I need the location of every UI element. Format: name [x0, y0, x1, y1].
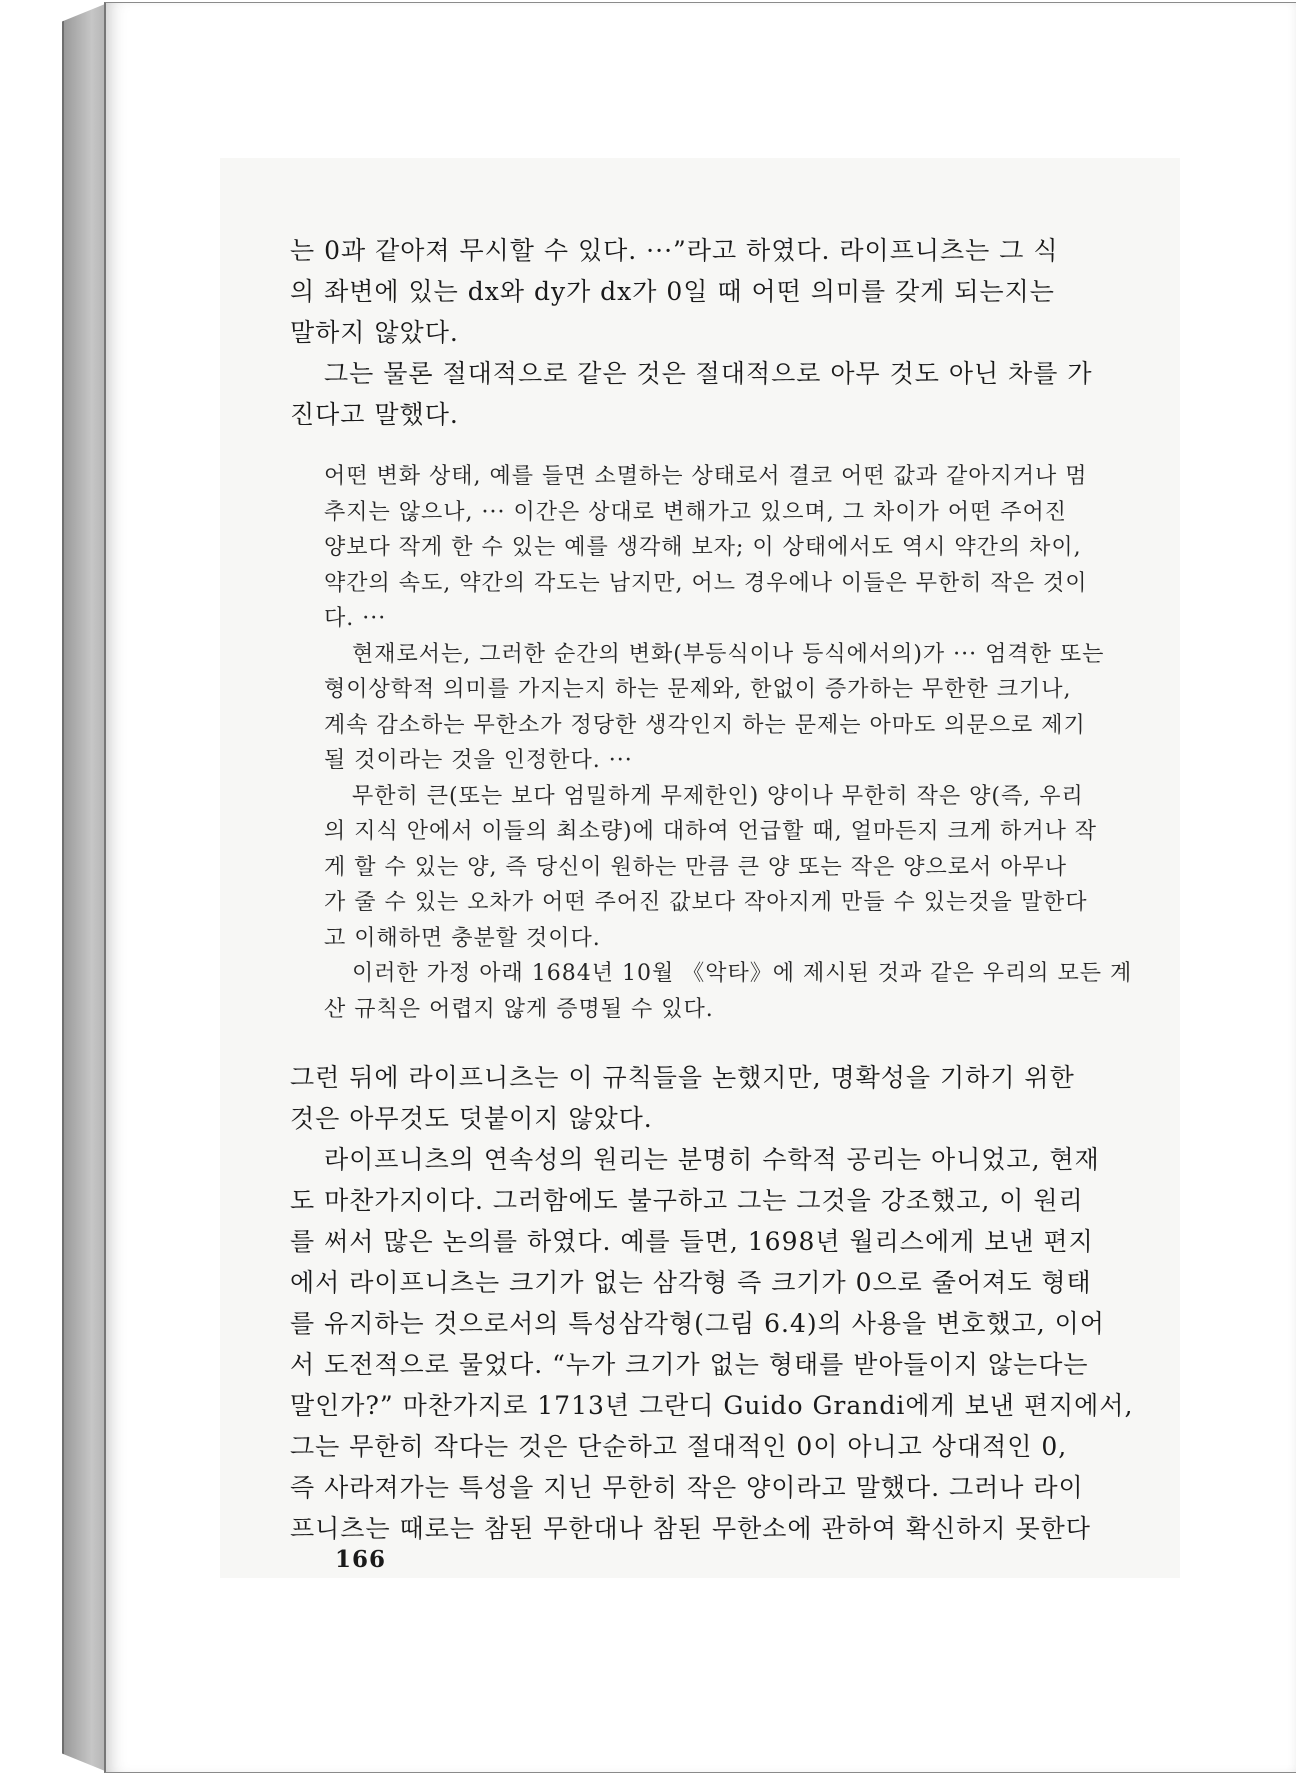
- paragraph: 그런 뒤에 라이프니츠는 이 규칙들을 논했지만, 명확성을 기하기 위한 것은 아무것도 덧붙이지 않았다.: [290, 1063, 1075, 1133]
- block-quote: 이러한 가정 아래 1684년 10월 《악타》에 제시된 것과 같은 우리의 모든 계 산 규칙은 어렵지 않게 증명될 수 있다.: [324, 961, 1133, 1022]
- page-text: [290, 230, 1154, 1549]
- book-spine: [62, 2, 110, 1773]
- paragraph: 그는 물론 절대적으로 같은 것은 절대적으로 아무 것도 아닌 차를 가 진다고 말했다.: [290, 359, 1093, 429]
- paragraph: 는 0과 같아져 무시할 수 있다. ···”라고 하였다. 라이프니츠는 그 식 의 좌변에 있는 dx와 dy가 dx가 0일 때 어떤 의미를 갖게 되는지는 말하지 않았다.: [290, 236, 1059, 347]
- page-number: 166: [335, 1546, 387, 1573]
- block-quote: 어떤 변화 상태, 예를 들면 소멸하는 상태로서 결코 어떤 값과 같아지거나 멈 추지는 않으나, ··· 이간은 상대로 변해가고 있으며, 그 차이가 어떤 주어진 양보다 작게 한 수 있는 예를 생각해 보자; 이 상태에서도 역시 약간의 차이, 약간의 속도, 약간의 각도는 남지만, 어느 경우에나 이들은 무한히 작은 것이 다. ···: [324, 464, 1088, 631]
- block-quote: 현재로서는, 그러한 순간의 변화(부등식이나 등식에서의)가 ··· 엄격한 또는 형이상학적 의미를 가지는지 하는 문제와, 한없이 증가하는 무한한 크기나, 계속 감소하는 무한소가 정당한 생각인지 하는 문제는 아마도 의문으로 제기 될 것이라는 것을 인정한다. ···: [324, 641, 1105, 773]
- spacer: [290, 1027, 1154, 1057]
- block-quote: 무한히 큰(또는 보다 엄밀하게 무제한인) 양이나 무한히 작은 양(즉, 우리 의 지식 안에서 이들의 최소량)에 대하여 언급할 때, 얼마든지 크게 하거나 작 게 할 수 있는 양, 즉 당신이 원하는 만큼 큰 양 또는 작은 양으로서 아무나 가 줄 수 있는 오차가 어떤 주어진 값보다 작아지게 만들 수 있는것을 말한다 고 이해하면 충분할 것이다.: [324, 783, 1098, 951]
- paragraph: 라이프니츠의 연속성의 원리는 분명히 수학적 공리는 아니었고, 현재 도 마찬가지이다. 그러함에도 불구하고 그는 그것을 강조했고, 이 원리 를 써서 많은 논의를 하였다. 예를 들면, 1698년 월리스에게 보낸 편지 에서 라이프니츠는 크기가 없는 삼각형 즉 크기가 0으로 줄어져도 형태 를 유지하는 것으로서의 특성삼각형(그림 6.4)의 사용을 변호했고, 이어 서 도전적으로 물었다. “누가 크기가 없는 형태를 받아들이지 않는다는 말인가?” 마찬가지로 1713년 그란디 Guido Grandi에게 보낸 편지에서, 그는 무한히 작다는 것은 단순하고 절대적인 0이 아니고 상대적인 0, 즉 사라져가는 특성을 지닌 무한히 작은 양이라고 말했다. 그러나 라이 프니츠는 때로는 참된 무한대나 참된 무한소에 관하여 확신하지 못한다: [290, 1145, 1134, 1543]
- spacer: [290, 435, 1154, 459]
